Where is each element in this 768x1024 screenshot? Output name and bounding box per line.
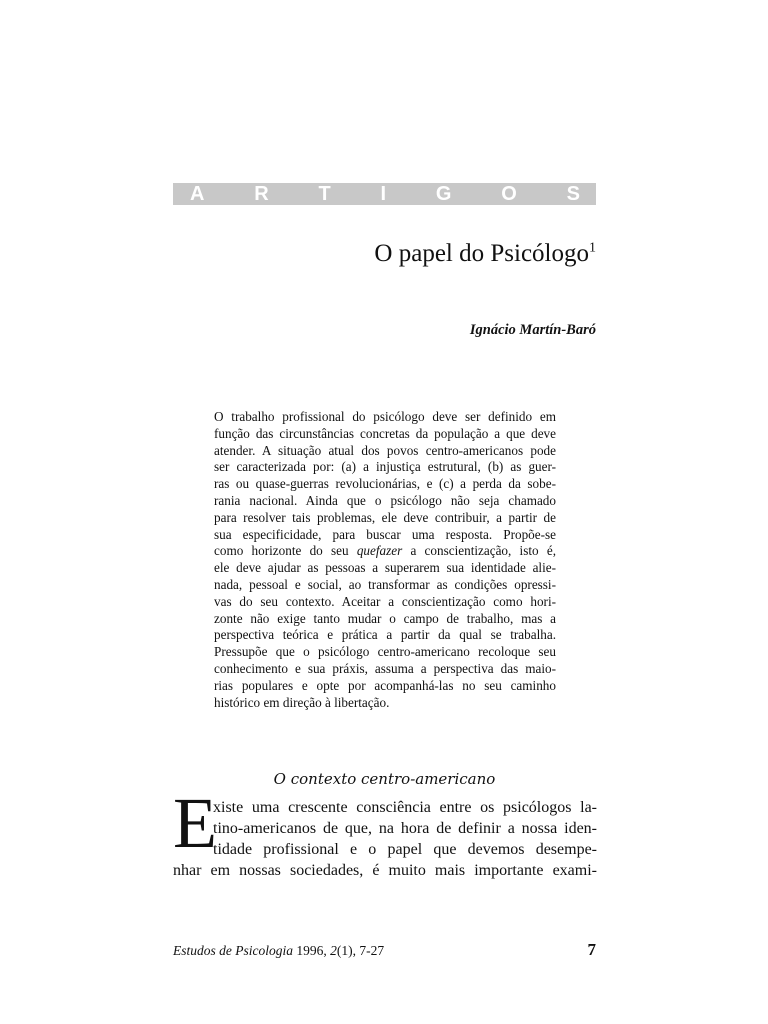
citation-issue-pages: (1), 7-27: [336, 943, 385, 958]
abstract-line: O trabalho profissional do psicólogo deve ser definido em: [214, 409, 556, 424]
citation-volume: 2: [330, 943, 337, 958]
section-letter: A: [190, 183, 205, 205]
journal-name: Estudos de Psicologia: [173, 943, 293, 958]
citation-year: 1996,: [296, 943, 331, 958]
section-letter: O: [501, 183, 517, 205]
emphasis-quefazer: quefazer: [356, 543, 403, 559]
abstract-line-quefazer: [214, 543, 556, 560]
abstract-line: ele deve ajudar as pessoas a superarem sua identidade alie-: [214, 560, 556, 576]
citation-footer: [173, 942, 384, 960]
abstract: [214, 409, 556, 711]
abstract-line: Pressupõe que o psicólogo centro-americano recoloque seu: [214, 644, 556, 660]
abstract-line: nada, pessoal e social, ao transformar as condições opressi-: [214, 576, 556, 592]
abstract-line: rania nacional. Ainda que o psicólogo não seja chamado: [214, 492, 556, 508]
section-subheading: O contexto centro-americano: [273, 770, 496, 788]
body-line: tidade profissional e o papel que devemos desempe-: [213, 841, 597, 858]
drop-cap: E: [173, 783, 217, 863]
abstract-text: como horizonte do seu: [214, 543, 357, 559]
author-name: Ignácio Martín-Baró: [469, 322, 596, 338]
abstract-line: rias populares e opte por acompanhá-las no seu caminho: [214, 677, 556, 693]
body-line: xiste uma crescente consciência entre os psicólogos la-: [213, 799, 597, 816]
body-line: nhar em nossas sociedades, é muito mais importante exami-: [173, 862, 597, 879]
abstract-line: sua especificidade, para buscar uma resposta. Propõe-se: [214, 526, 556, 542]
section-band-artigos: [173, 183, 596, 205]
abstract-line: função das circunstâncias concretas da população a que deve: [214, 425, 556, 441]
footnote-mark[interactable]: 1: [589, 240, 596, 256]
body-line: tino-americanos de que, na hora de definir a nossa iden-: [213, 820, 597, 837]
section-letter: T: [318, 183, 331, 205]
abstract-line: para resolver tais problemas, ele deve contribuir, a partir de: [214, 509, 556, 525]
abstract-line: zonte não exige tanto mudar o campo de trabalho, mas a: [214, 610, 556, 626]
abstract-line: histórico em direção à libertação.: [214, 694, 390, 710]
abstract-line: vas do seu contexto. Aceitar a conscientização como hori-: [214, 593, 556, 609]
section-letter: S: [566, 183, 580, 205]
page-number: 7: [587, 940, 596, 959]
abstract-text: a conscientização, isto é,: [402, 543, 556, 559]
article-title: [374, 238, 596, 270]
abstract-line: conhecimento e sua práxis, assuma a perspectiva das maio-: [214, 660, 556, 676]
section-letter: I: [380, 183, 387, 205]
section-letter: R: [254, 183, 269, 205]
abstract-line: perspectiva teórica e prática a partir da qual se trabalha.: [214, 627, 556, 643]
abstract-line: ser caracterizada por: (a) a injustiça estrutural, (b) as guer-: [214, 459, 556, 475]
abstract-line: atender. A situação atual dos povos centro-americanos pode: [214, 442, 556, 458]
article-title-text: O papel do Psicólogo: [374, 240, 589, 267]
body-paragraph: [173, 797, 597, 881]
abstract-line: ras ou quase-guerras revolucionárias, e (c) a perda da sobe-: [214, 476, 556, 492]
section-letter: G: [435, 183, 452, 205]
